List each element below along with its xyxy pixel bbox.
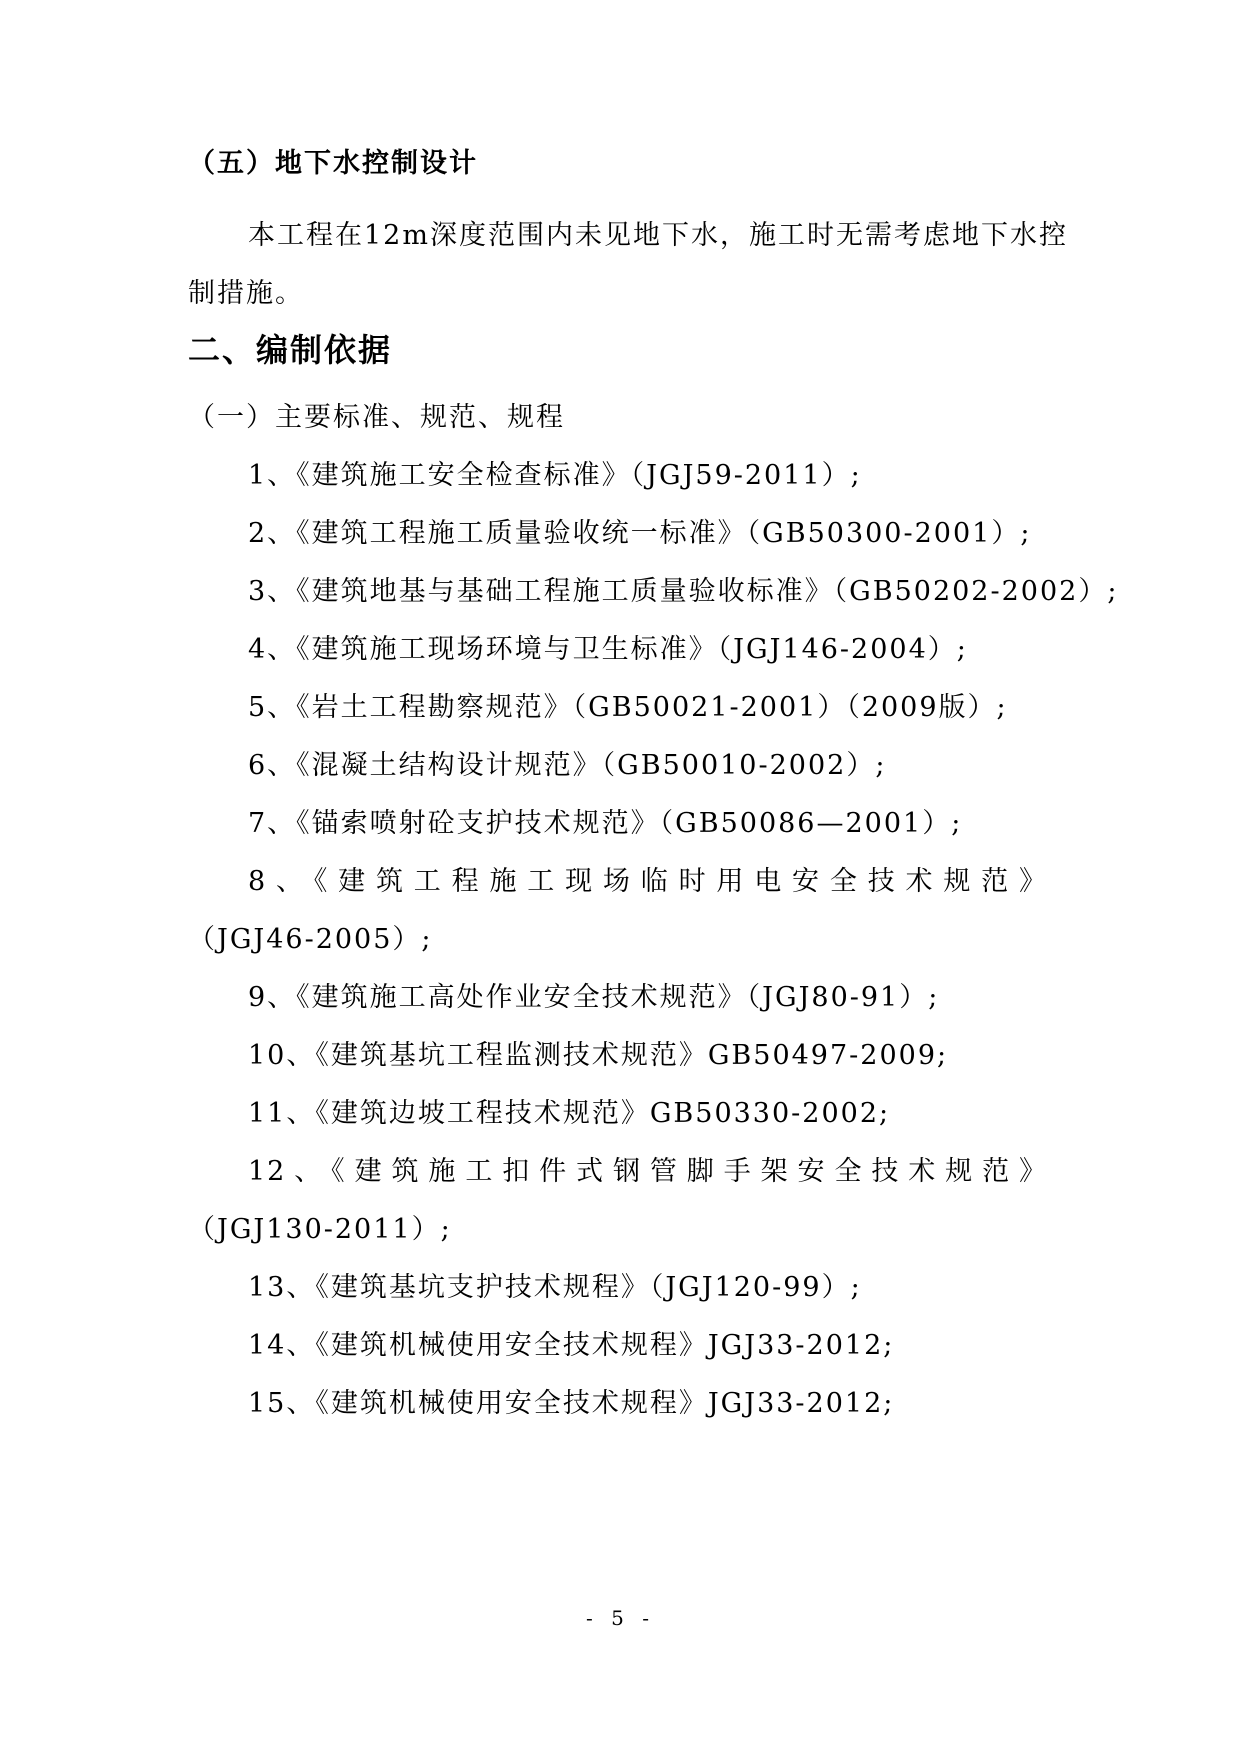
list-item-continuation: （JGJ46-2005）; <box>188 924 433 955</box>
paragraph-line: 制措施。 <box>188 278 304 309</box>
list-item: 5、《岩土工程勘察规范》（GB50021-2001）（2009版）; <box>248 692 1008 723</box>
list-item: 15、《建筑机械使用安全技术规程》JGJ33-2012; <box>248 1388 895 1419</box>
list-item: 3、《建筑地基与基础工程施工质量验收标准》（GB50202-2002）; <box>248 576 1119 607</box>
list-item: 13、《建筑基坑支护技术规程》（JGJ120-99）; <box>248 1272 862 1303</box>
list-item: 4、《建筑施工现场环境与卫生标准》（JGJ146-2004）; <box>248 634 968 665</box>
list-item: 10、《建筑基坑工程监测技术规范》GB50497-2009; <box>248 1040 949 1071</box>
list-item: 2、《建筑工程施工质量验收统一标准》（GB50300-2001）; <box>248 518 1032 549</box>
paragraph-line: 本工程在12m深度范围内未见地下水，施工时无需考虑地下水控 <box>248 220 1068 251</box>
list-item-continuation: （JGJ130-2011）; <box>188 1214 452 1245</box>
list-item: 6、《混凝土结构设计规范》（GB50010-2002）; <box>248 750 887 781</box>
section-heading: （五）地下水控制设计 <box>188 148 478 179</box>
list-item: 9、《建筑施工高处作业安全技术规范》（JGJ80-91）; <box>248 982 940 1013</box>
list-item: 8、《建筑工程施工现场临时用电安全技术规范》 <box>248 866 1048 897</box>
chapter-heading: 二、编制依据 <box>188 331 393 369</box>
subsection-heading: （一）主要标准、规范、规程 <box>188 402 565 433</box>
list-item: 1、《建筑施工安全检查标准》（JGJ59-2011）; <box>248 460 862 491</box>
list-item: 7、《锚索喷射砼支护技术规范》（GB50086—2001）; <box>248 808 963 839</box>
list-item: 11、《建筑边坡工程技术规范》GB50330-2002; <box>248 1098 891 1129</box>
page-number: - 5 - <box>586 1606 655 1630</box>
list-item: 12、《建筑施工扣件式钢管脚手架安全技术规范》 <box>248 1156 1048 1187</box>
list-item: 14、《建筑机械使用安全技术规程》JGJ33-2012; <box>248 1330 895 1361</box>
